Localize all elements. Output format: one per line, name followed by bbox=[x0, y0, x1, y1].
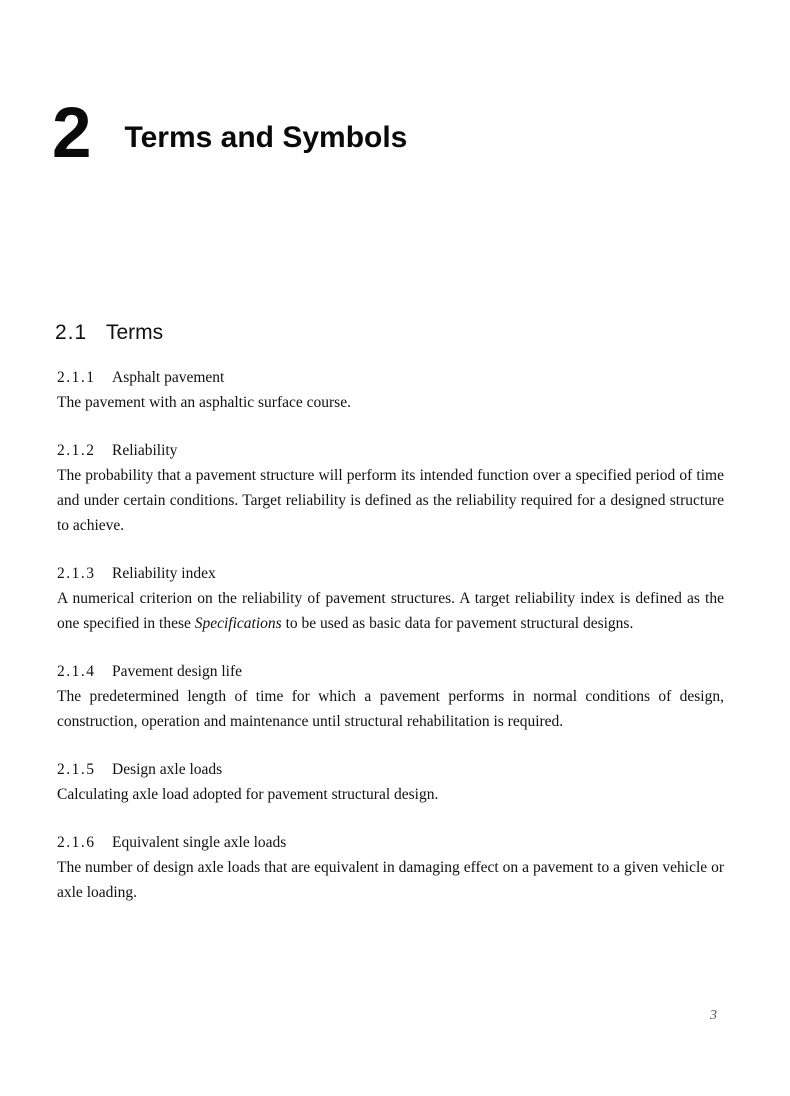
page-number: 3 bbox=[710, 1008, 717, 1023]
term-name: Reliability index bbox=[112, 565, 216, 582]
term-name: Equivalent single axle loads bbox=[112, 834, 287, 851]
term-number: 2.1.5 bbox=[57, 761, 96, 778]
term-name: Reliability bbox=[112, 442, 178, 459]
section-heading bbox=[55, 321, 163, 345]
term-item bbox=[57, 562, 724, 636]
chapter-header bbox=[52, 94, 408, 173]
term-item bbox=[57, 758, 724, 807]
term-number: 2.1.3 bbox=[57, 565, 96, 582]
chapter-number: 2 bbox=[52, 94, 91, 173]
term-heading bbox=[57, 758, 724, 782]
section-title: Terms bbox=[106, 321, 164, 344]
term-number: 2.1.1 bbox=[57, 369, 96, 386]
term-definition: Calculating axle load adopted for pavement structural design. bbox=[57, 786, 439, 803]
term-item bbox=[57, 660, 724, 734]
term-heading bbox=[57, 366, 724, 390]
term-item bbox=[57, 439, 724, 538]
definition-text: to be used as basic data for pavement structural designs. bbox=[281, 615, 634, 632]
term-heading bbox=[57, 660, 724, 684]
term-number: 2.1.6 bbox=[57, 834, 96, 851]
term-definition: The pavement with an asphaltic surface course. bbox=[57, 394, 351, 411]
term-item bbox=[57, 366, 724, 415]
term-definition: The number of design axle loads that are equivalent in damaging effect on a pavement to a given vehicle or axle loading. bbox=[57, 859, 724, 901]
term-heading bbox=[57, 831, 724, 855]
term-definition: The predetermined length of time for which a pavement performs in normal conditions of design, construction, operation and maintenance until structural rehabilitation is required. bbox=[57, 688, 724, 730]
term-definition bbox=[57, 586, 724, 636]
chapter-title: Terms and Symbols bbox=[124, 121, 408, 154]
specifications-emphasis: Specifications bbox=[194, 615, 282, 632]
term-name: Asphalt pavement bbox=[112, 369, 225, 386]
terms-list bbox=[57, 366, 724, 929]
term-name: Pavement design life bbox=[112, 663, 242, 680]
term-heading bbox=[57, 562, 724, 586]
definition-text: A numerical criterion on the reliability of pavement structures. A target reliability index is defined as the one specified in these bbox=[57, 590, 724, 632]
term-number: 2.1.2 bbox=[57, 442, 96, 459]
term-definition: The probability that a pavement structure will perform its intended function over a specified period of time and under certain conditions. Target reliability is defined as the reliability required for a designed structure to achieve. bbox=[57, 467, 724, 534]
term-number: 2.1.4 bbox=[57, 663, 96, 680]
section-number: 2.1 bbox=[55, 321, 88, 344]
term-item bbox=[57, 831, 724, 905]
term-name: Design axle loads bbox=[112, 761, 223, 778]
term-heading bbox=[57, 439, 724, 463]
